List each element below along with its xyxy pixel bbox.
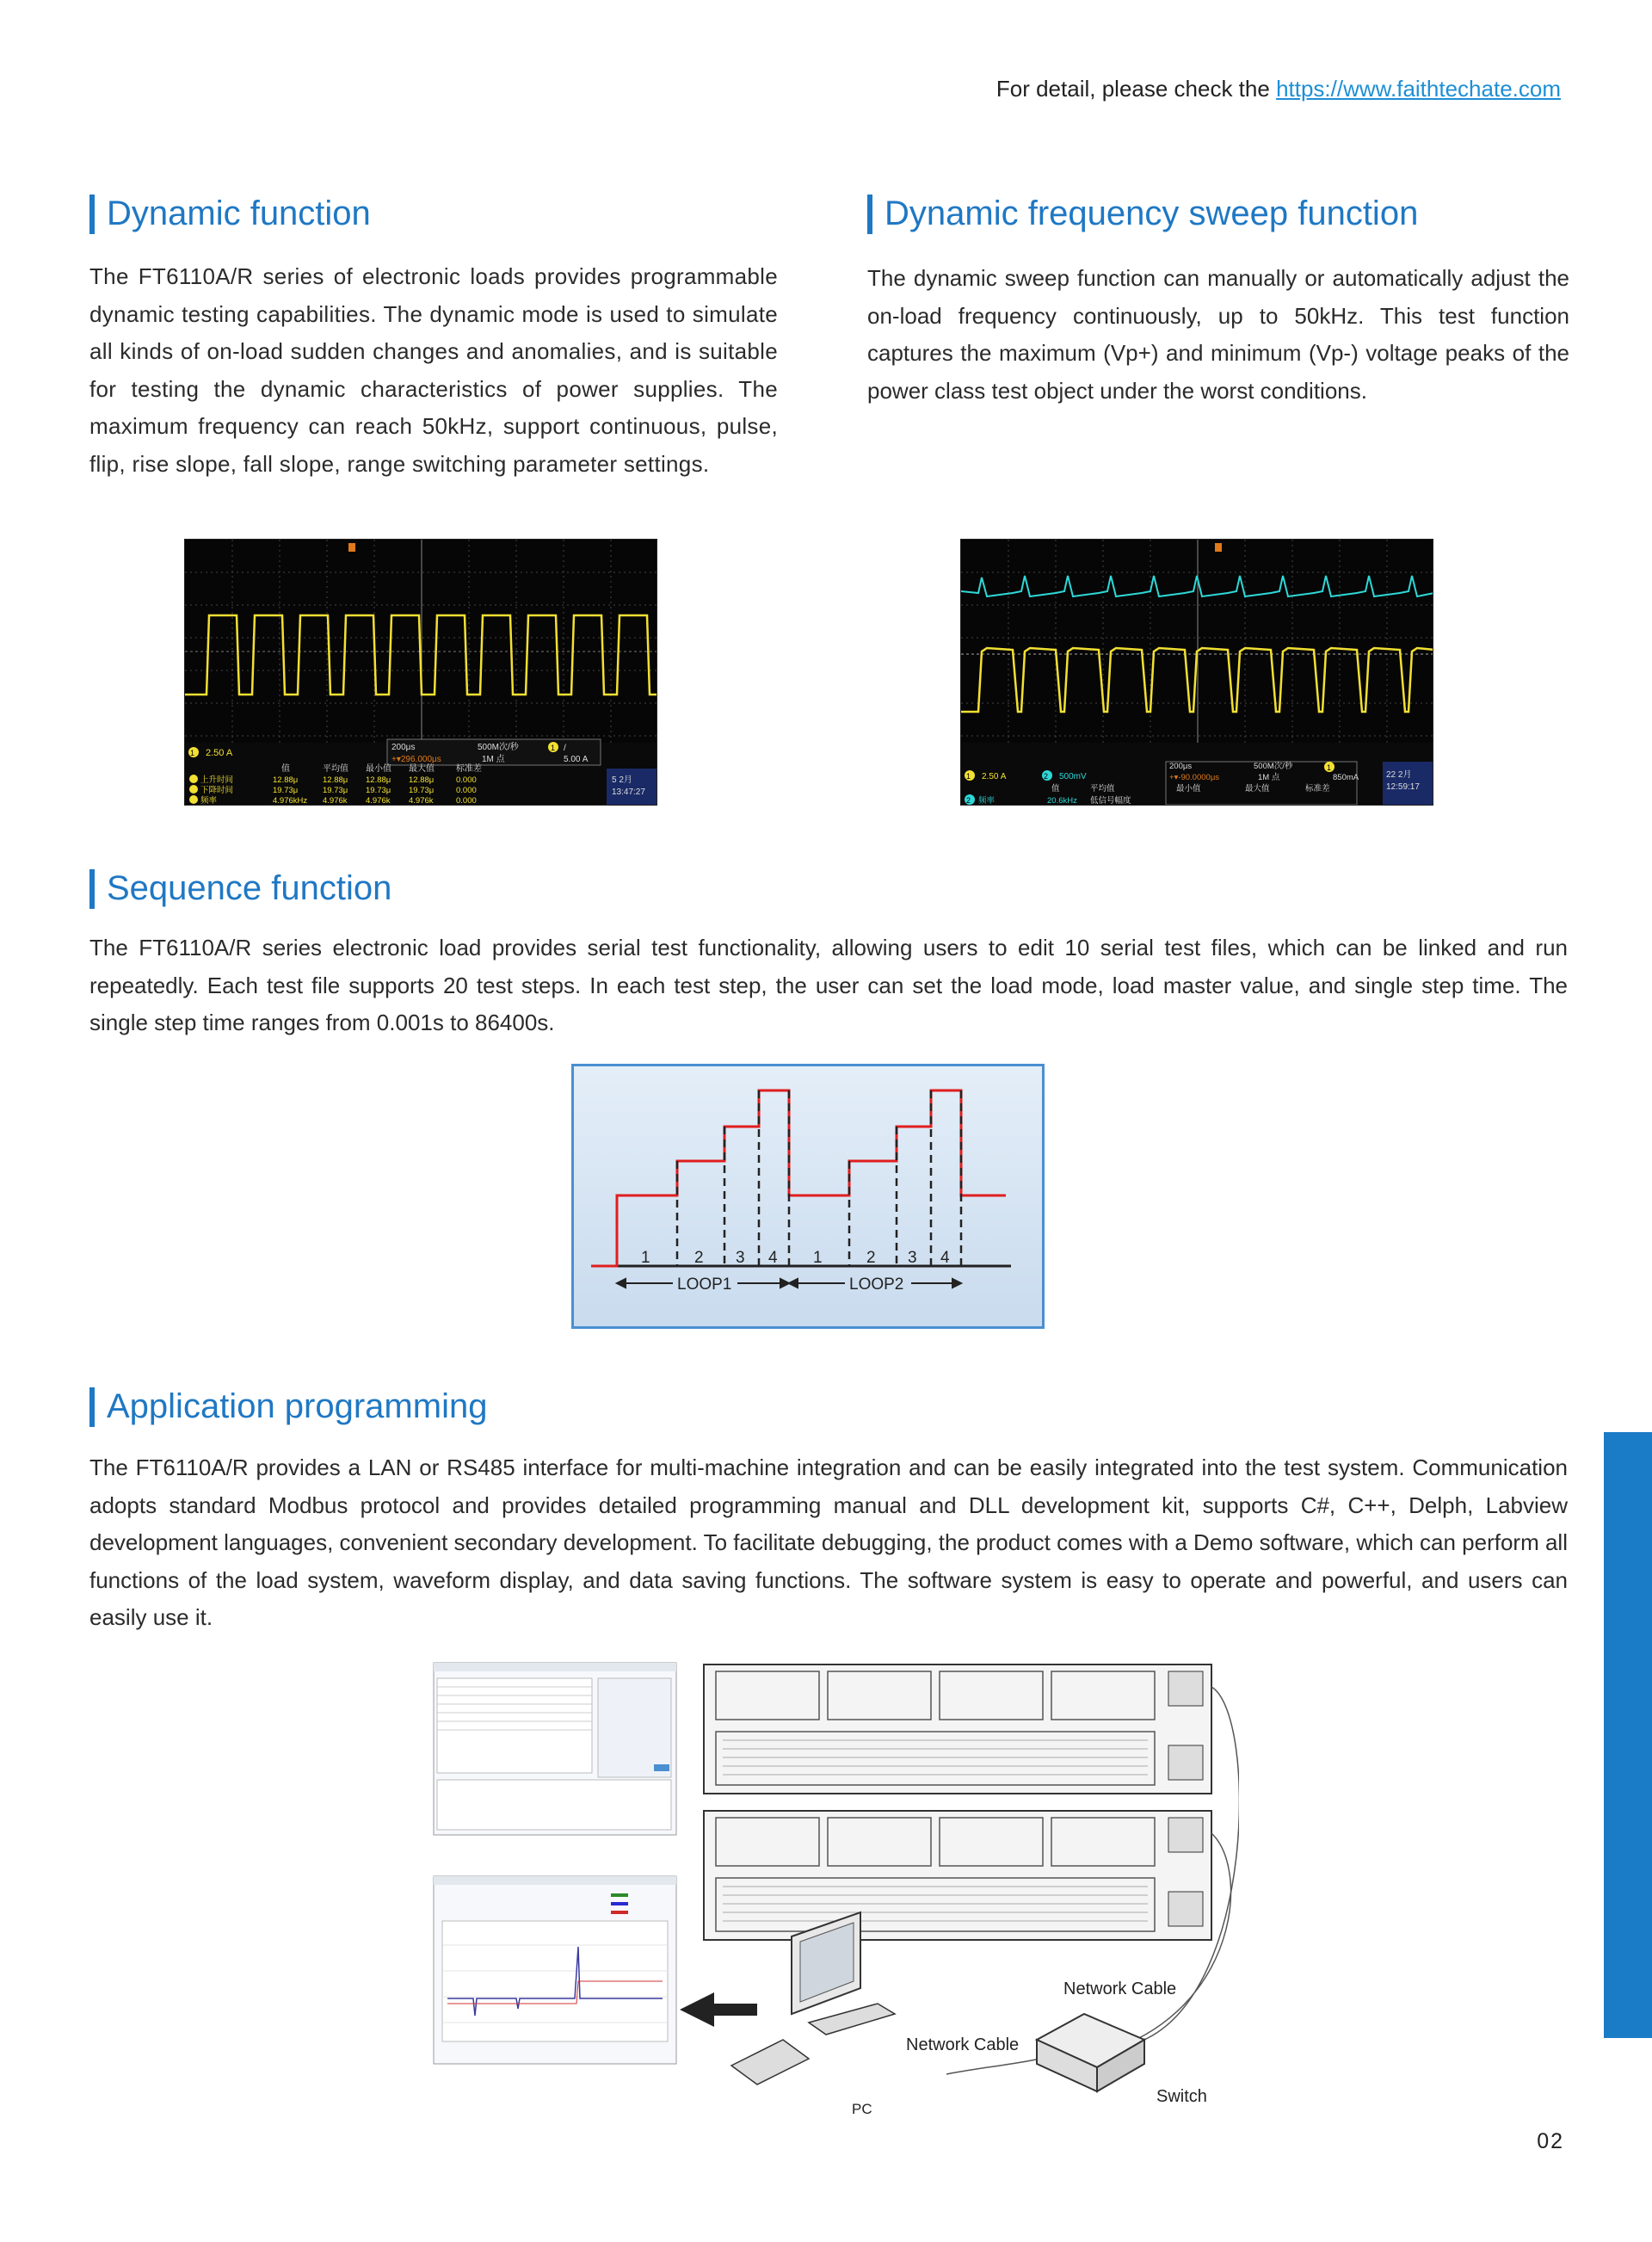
svg-text:2: 2 — [966, 796, 971, 805]
scope2-trig: 850mA — [1333, 773, 1359, 782]
scope1-r2-c1: 4.976kHz — [273, 796, 308, 806]
detail-note-text: For detail, please check the — [996, 76, 1277, 102]
scope1-col-4: 标准差 — [456, 764, 482, 774]
dynamic-sweep-text: The dynamic sweep function can manually or automatically adjust the on-load frequency continuously, up to 50kHz. This test function captures the maximum (Vp+) and minimum (Vp-) voltage peaks of the power class test object under the worst conditions. — [867, 265, 1569, 404]
svg-text:1: 1 — [1327, 763, 1332, 772]
scope2-col-0: 值 — [1051, 784, 1060, 794]
scope1-r0-c2: 12.88μ — [323, 775, 348, 785]
waveform-software-screenshot — [434, 1876, 676, 2064]
scope2-timebase: 200μs — [1169, 762, 1193, 771]
oscilloscope-sweep-waveform — [960, 539, 1433, 806]
scope1-offset: +▾296.000μs — [391, 755, 441, 764]
scope1-r1-label: 下降时间 — [200, 786, 234, 795]
heading-application-programming: Application programming — [89, 1386, 487, 1427]
sequence-step-waveform — [591, 1090, 1006, 1266]
scope1-col-2: 最小值 — [366, 764, 391, 774]
trigger-marker-icon — [348, 543, 355, 552]
scope2-points: 1M 点 — [1258, 773, 1280, 782]
scope1-rate: 500M次/秒 — [478, 743, 519, 752]
scope1-r1-c3: 19.73μ — [366, 786, 391, 795]
system-diagram-svg — [430, 1661, 1239, 2126]
scope1-time: 13:47:27 — [612, 787, 645, 797]
scope1-r1-c5: 0.000 — [456, 786, 477, 795]
scope2-date: 22 2月 — [1386, 770, 1412, 780]
step-2-label-loop2: 2 — [866, 1249, 876, 1267]
svg-text:1: 1 — [551, 744, 556, 752]
scope1-col-3: 最大值 — [409, 764, 435, 774]
step-3-label: 3 — [736, 1249, 745, 1267]
scope1-trig: 5.00 A — [564, 755, 589, 764]
page-number: 02 — [1537, 2129, 1564, 2153]
scope2-col-3: 最大值 — [1245, 784, 1270, 794]
scope1-r0-c3: 12.88μ — [366, 775, 391, 785]
svg-text:/: / — [564, 744, 566, 753]
svg-text:1: 1 — [966, 772, 971, 781]
network-cable-label-2: Network Cable — [906, 2035, 1020, 2054]
svg-text:1: 1 — [190, 749, 195, 757]
scope1-timebase: 200μs — [391, 743, 416, 752]
website-link[interactable]: https://www.faithtechate.com — [1276, 76, 1561, 102]
step-4-label-loop2: 4 — [940, 1249, 950, 1267]
scope2-rate: 500M次/秒 — [1254, 762, 1293, 771]
network-cable-label-1: Network Cable — [1063, 1980, 1177, 1998]
scope2-ch1: 2.50 A — [982, 772, 1007, 781]
scope2-col-2: 最小值 — [1176, 784, 1201, 794]
step-1-label-loop2: 1 — [813, 1249, 823, 1267]
scope1-r0-c5: 0.000 — [456, 775, 477, 785]
trigger-marker-icon — [1215, 543, 1222, 552]
scope1-r1-c2: 19.73μ — [323, 786, 348, 795]
step-3-label-loop2: 3 — [908, 1249, 917, 1267]
scope2-col-1: 平均值 — [1090, 784, 1115, 794]
scope1-r2-c4: 4.976k — [409, 796, 434, 806]
switch-icon — [1037, 2014, 1144, 2091]
switch-label: Switch — [1156, 2087, 1207, 2106]
scope1-col-1: 平均值 — [323, 764, 348, 774]
loop2-label: LOOP2 — [849, 1275, 904, 1294]
scope1-date: 5 2月 — [612, 775, 632, 785]
sequence-diagram-svg — [574, 1066, 1042, 1326]
detail-note — [996, 76, 1561, 102]
side-blue-tab — [1604, 1432, 1652, 2038]
dynamic-function-text: The FT6110A/R series of electronic loads provides programmable dynamic testing capabilities. The dynamic mode is used to simulate all kinds of on-load sudden changes and anomalies, and is suitable for testing the dynamic characteristics of power supplies. The maximum frequency can reach 50kHz, support continuous, pulse, flip, rise slope, fall slope, range switching parameter settings. — [89, 263, 778, 477]
scope1-r2-c5: 0.000 — [456, 796, 477, 806]
scope1-r1-c1: 19.73μ — [273, 786, 299, 795]
scope1-points: 1M 点 — [482, 755, 505, 764]
scope1-r2-label: 频率 — [200, 796, 218, 806]
scope2-col-4: 标准差 — [1305, 784, 1330, 794]
demo-software-screenshot — [434, 1663, 676, 1835]
sequence-function-text: The FT6110A/R series electronic load provides serial test functionality, allowing users to edit 10 serial test files, which can be linked and run repeatedly. Each test file supports 20 test steps. In each test step, the user can set the load mode, load master value, and single step time. The single step time ranges from 0.001s to 86400s. — [89, 935, 1568, 1035]
scope1-col-0: 值 — [281, 764, 290, 774]
scope2-row-label: 频率 — [978, 796, 996, 806]
load-unit-1 — [704, 1665, 1211, 1794]
step-4-label: 4 — [768, 1249, 778, 1267]
loop1-label: LOOP1 — [677, 1275, 732, 1294]
scope2-row-value: 20.6kHz — [1047, 796, 1077, 806]
pc-label: PC — [852, 2101, 872, 2117]
oscilloscope-dynamic-waveform — [184, 539, 657, 806]
application-programming-text: The FT6110A/R provides a LAN or RS485 interface for multi-machine integration and can be easily integrated into the test system. Communication adopts standard Modbus protocol and provides detailed programming manual and DLL development kit, supports C#, C++, Delph, Labview development languages, convenient secondary development. To facilitate debugging, the product comes with a Demo software, which can perform all functions of the load system, waveform display, and data saving functions. The software system is easy to operate and powerful, and users can easily use it. — [89, 1455, 1568, 1630]
heading-dynamic-sweep: Dynamic frequency sweep function — [867, 193, 1418, 234]
step-1-label: 1 — [641, 1249, 650, 1267]
scope1-r0-label: 上升时间 — [200, 775, 234, 785]
scope2-offset: +▾-90.0000μs — [1169, 773, 1220, 782]
scope2-row-note: 低信号幅度 — [1090, 796, 1131, 806]
system-connection-figure — [430, 1661, 1239, 2126]
scope1-display — [185, 540, 657, 806]
data-flow-arrow-icon — [680, 1992, 757, 2027]
scope1-ch1: 2.50 A — [206, 748, 233, 758]
scope2-time: 12:59:17 — [1386, 782, 1420, 792]
scope1-r0-c4: 12.88μ — [409, 775, 435, 785]
heading-sequence-function: Sequence function — [89, 868, 391, 909]
scope1-r0-c1: 12.88μ — [273, 775, 299, 785]
heading-dynamic-function: Dynamic function — [89, 193, 371, 234]
scope1-r2-c3: 4.976k — [366, 796, 391, 806]
load-unit-2 — [704, 1811, 1211, 1940]
step-2-label: 2 — [694, 1249, 704, 1267]
scope2-display — [961, 540, 1433, 806]
svg-text:2: 2 — [1044, 772, 1049, 781]
sequence-loop-diagram — [571, 1064, 1045, 1329]
scope2-ch2: 500mV — [1059, 772, 1087, 781]
scope1-r2-c2: 4.976k — [323, 796, 348, 806]
scope1-r1-c4: 19.73μ — [409, 786, 435, 795]
